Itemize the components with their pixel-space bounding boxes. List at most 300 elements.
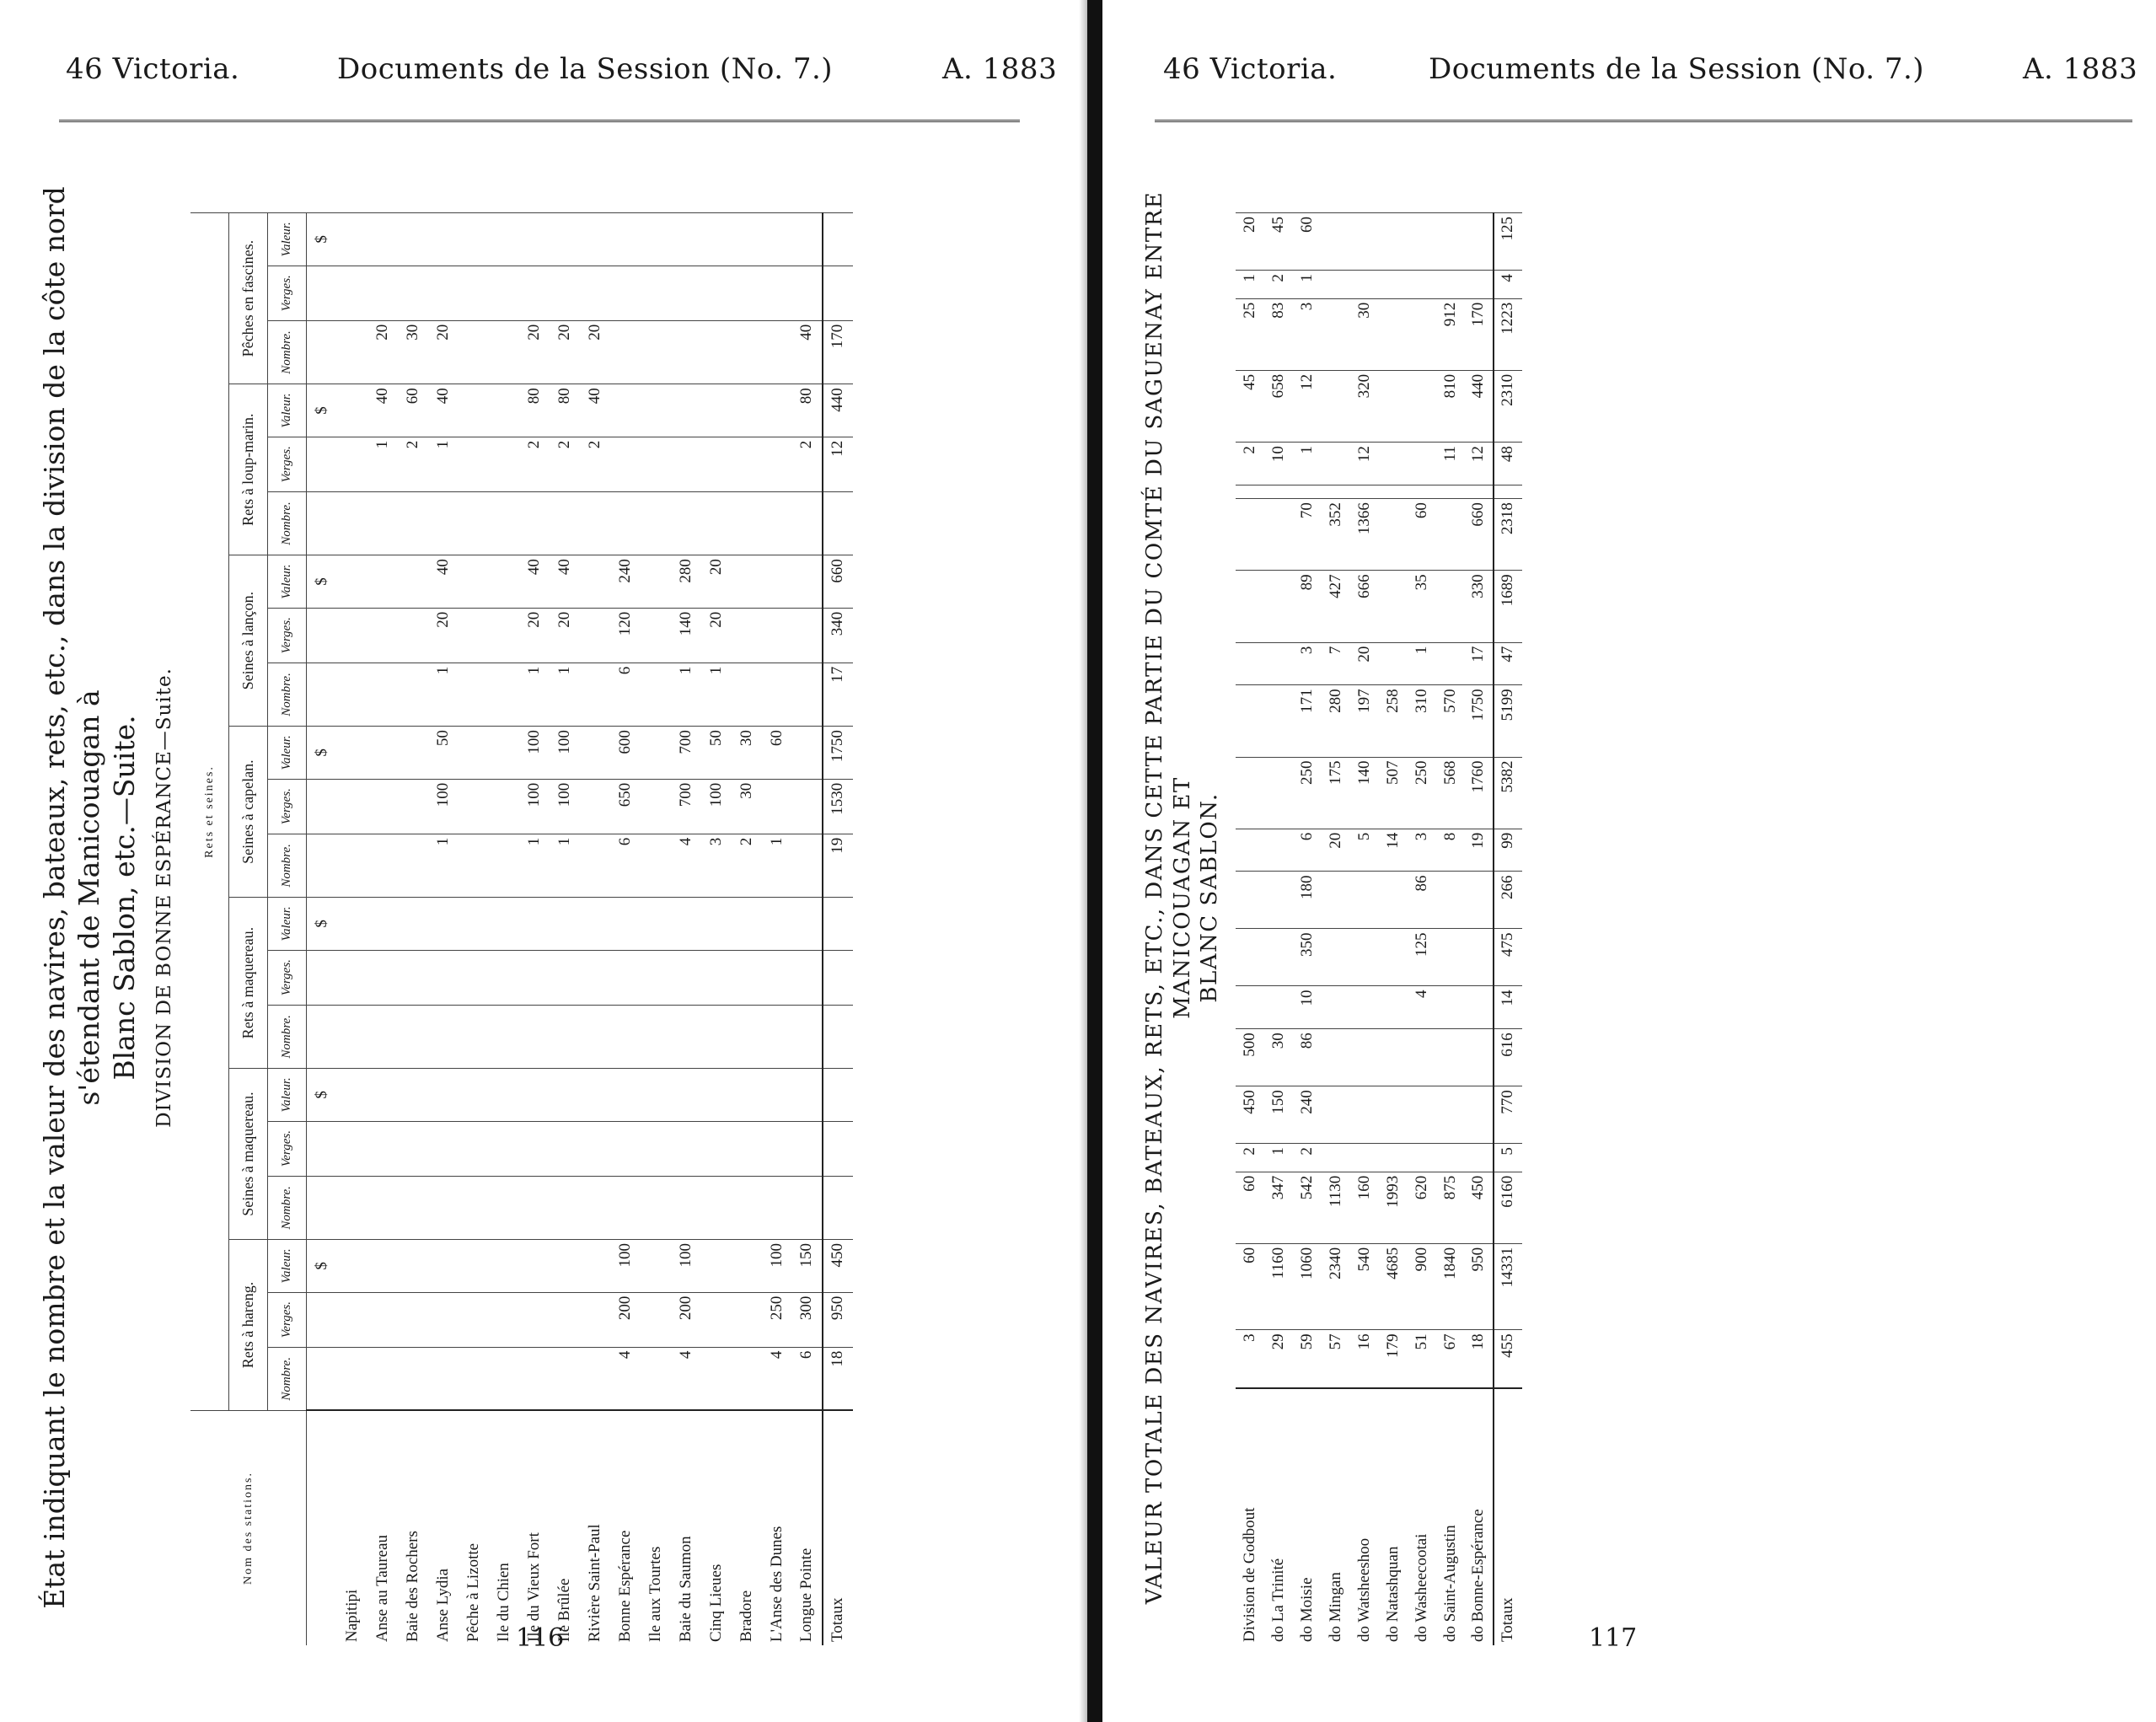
table-cell: 875 <box>1436 1172 1465 1243</box>
station-name: Pêche à Lizotte <box>459 1411 489 1646</box>
left-header-rule <box>59 120 1020 122</box>
table-cell <box>1264 829 1293 872</box>
table-cell <box>459 1121 489 1176</box>
right-header-rule <box>1155 120 2132 122</box>
totals-cell <box>823 1121 853 1176</box>
table-cell <box>1379 499 1408 571</box>
table-cell <box>580 898 610 951</box>
table-cell <box>367 1069 398 1122</box>
table-cell <box>610 950 641 1005</box>
table-cell <box>762 608 792 663</box>
table-cell: 40 <box>519 555 550 609</box>
table-cell <box>337 1347 367 1410</box>
table-cell <box>459 1292 489 1347</box>
table-cell <box>1465 986 1494 1029</box>
left-title-line2: Blanc Sablon, etc.—Suite. <box>107 715 141 1081</box>
table-cell: 45 <box>1264 213 1293 271</box>
table-cell <box>610 1176 641 1239</box>
table-cell: 540 <box>1350 1243 1379 1329</box>
table-row <box>1408 213 1436 1646</box>
table-cell <box>398 1240 428 1293</box>
table-row <box>762 213 792 1646</box>
table-cell: 40 <box>580 384 610 437</box>
left-header-year: A. 1883 <box>942 52 1058 86</box>
table-cell <box>550 1240 580 1293</box>
table-cell <box>792 1069 823 1122</box>
table-cell <box>1379 298 1408 370</box>
table-cell: 2 <box>732 834 762 897</box>
table-cell <box>641 213 671 266</box>
table-cell <box>1236 757 1264 829</box>
table-cell <box>519 1292 550 1347</box>
table-cell <box>337 834 367 897</box>
table-cell <box>701 1069 732 1122</box>
table-cell <box>701 320 732 384</box>
table-cell <box>1465 485 1494 498</box>
totals-cell: 770 <box>1494 1086 1522 1144</box>
table-cell <box>1322 1029 1350 1086</box>
currency-symbol: $ <box>307 384 337 437</box>
table-cell <box>610 320 641 384</box>
table-cell: 2 <box>398 437 428 491</box>
totals-cell: 14 <box>1494 986 1522 1029</box>
table-cell <box>732 213 762 266</box>
table-cell: 4 <box>610 1347 641 1410</box>
table-cell <box>550 266 580 320</box>
table-cell <box>398 779 428 834</box>
table-cell <box>762 1069 792 1122</box>
group-header: Pêches en fascines. <box>229 213 268 384</box>
currency-cell <box>307 437 337 491</box>
table-cell <box>367 608 398 663</box>
table-cell: 912 <box>1436 298 1465 370</box>
table-cell: 40 <box>428 384 459 437</box>
totals-cell: 266 <box>1494 872 1522 929</box>
table-cell: 600 <box>610 727 641 780</box>
table-cell <box>459 555 489 609</box>
table-cell <box>701 1292 732 1347</box>
table-cell <box>1350 929 1379 986</box>
table-cell <box>762 663 792 726</box>
table-cell <box>550 1121 580 1176</box>
table-cell: 86 <box>1293 1029 1322 1086</box>
table-cell <box>671 1176 701 1239</box>
table-cell <box>1264 757 1293 829</box>
station-name: Ile aux Tourtes <box>641 1411 671 1646</box>
table-cell <box>1436 929 1465 986</box>
table-cell: 60 <box>762 727 792 780</box>
table-row <box>367 213 398 1646</box>
table-cell <box>337 491 367 555</box>
table-cell: 125 <box>1408 929 1436 986</box>
table-cell <box>337 1005 367 1068</box>
table-cell: 300 <box>792 1292 823 1347</box>
table-cell <box>398 834 428 897</box>
table-cell <box>337 320 367 384</box>
table-cell: 1 <box>519 834 550 897</box>
table-cell <box>519 950 550 1005</box>
table-cell <box>1465 213 1494 271</box>
table-cell <box>398 491 428 555</box>
totals-label: Totaux <box>823 1411 853 1646</box>
table-cell: 179 <box>1379 1330 1408 1388</box>
totals-cell: 2318 <box>1494 499 1522 571</box>
table-cell <box>671 1069 701 1122</box>
table-cell: 1 <box>1264 1144 1293 1172</box>
right-table <box>1236 212 1522 1645</box>
table-cell <box>671 898 701 951</box>
table-cell <box>1436 271 1465 299</box>
table-cell: 1 <box>1293 271 1322 299</box>
table-cell: 200 <box>671 1292 701 1347</box>
table-cell: 6 <box>792 1347 823 1410</box>
table-cell: 11 <box>1436 443 1465 485</box>
table-cell <box>732 266 762 320</box>
table-cell <box>701 213 732 266</box>
right-header-year: A. 1883 <box>2023 52 2138 86</box>
table-cell <box>459 320 489 384</box>
table-cell: 100 <box>550 779 580 834</box>
totals-cell <box>823 1005 853 1068</box>
table-cell: 40 <box>792 320 823 384</box>
table-cell <box>1379 213 1408 271</box>
table-cell: 100 <box>519 727 550 780</box>
table-cell <box>398 608 428 663</box>
table-cell <box>367 491 398 555</box>
totals-cell: 5 <box>1494 1144 1522 1172</box>
table-cell <box>671 320 701 384</box>
totals-cell: 99 <box>1494 829 1522 872</box>
table-cell: 1 <box>367 437 398 491</box>
table-cell <box>1408 271 1436 299</box>
totals-cell: 17 <box>823 663 853 726</box>
table-cell: 25 <box>1236 298 1264 370</box>
table-cell <box>550 1347 580 1410</box>
table-cell <box>792 663 823 726</box>
table-cell: 3 <box>1236 1330 1264 1388</box>
table-cell <box>489 834 519 897</box>
station-name: do Moisie <box>1293 1388 1322 1645</box>
table-cell <box>367 1121 398 1176</box>
totals-cell <box>823 491 853 555</box>
table-cell <box>1379 271 1408 299</box>
table-cell <box>367 1292 398 1347</box>
table-cell <box>489 950 519 1005</box>
table-cell <box>762 779 792 834</box>
table-cell <box>580 834 610 897</box>
table-cell <box>1408 1029 1436 1086</box>
table-cell: 4 <box>1408 986 1436 1029</box>
table-cell <box>428 950 459 1005</box>
table-cell: 20 <box>428 320 459 384</box>
table-cell <box>762 950 792 1005</box>
table-cell <box>762 555 792 609</box>
totals-cell <box>823 898 853 951</box>
table-row <box>550 213 580 1646</box>
table-cell <box>701 437 732 491</box>
currency-symbol: $ <box>307 1069 337 1122</box>
table-cell: 100 <box>550 727 580 780</box>
table-cell: 20 <box>519 320 550 384</box>
table-cell: 620 <box>1408 1172 1436 1243</box>
table-cell <box>641 779 671 834</box>
group-header: Seines à lançon. <box>229 555 268 727</box>
table-cell <box>671 491 701 555</box>
station-name: do Bonne-Espérance <box>1465 1388 1494 1645</box>
table-cell: 350 <box>1293 929 1322 986</box>
table-cell <box>641 555 671 609</box>
totals-cell <box>823 1069 853 1122</box>
table-cell: 450 <box>1465 1172 1494 1243</box>
table-cell <box>1436 986 1465 1029</box>
column-subheader: Nombre. <box>268 834 307 897</box>
table-cell: 700 <box>671 727 701 780</box>
table-cell <box>1236 642 1264 685</box>
table-cell: 3 <box>701 834 732 897</box>
table-row <box>1236 213 1264 1646</box>
table-row <box>1264 213 1293 1646</box>
table-cell <box>792 213 823 266</box>
table-cell <box>337 266 367 320</box>
rets-et-seines-header: Rets et seines. <box>190 213 229 1411</box>
table-cell <box>792 491 823 555</box>
table-cell <box>1465 1029 1494 1086</box>
table-cell <box>792 1176 823 1239</box>
column-subheader: Verges. <box>268 266 307 320</box>
table-cell <box>762 1121 792 1176</box>
table-cell: 1366 <box>1350 499 1379 571</box>
table-cell <box>641 384 671 437</box>
table-cell: 347 <box>1264 1172 1293 1243</box>
table-cell <box>519 1176 550 1239</box>
table-cell <box>1264 571 1293 642</box>
table-cell <box>1379 929 1408 986</box>
table-cell <box>762 1176 792 1239</box>
station-name: do La Trinité <box>1264 1388 1293 1645</box>
table-cell <box>701 1176 732 1239</box>
table-cell <box>641 727 671 780</box>
right-page <box>1113 0 2156 1722</box>
table-cell <box>641 1292 671 1347</box>
table-cell <box>762 1005 792 1068</box>
table-cell <box>762 384 792 437</box>
table-cell <box>641 1176 671 1239</box>
table-cell: 10 <box>1264 443 1293 485</box>
table-cell <box>1379 872 1408 929</box>
table-cell: 8 <box>1436 829 1465 872</box>
totals-row <box>823 213 853 1646</box>
table-cell <box>337 950 367 1005</box>
table-cell: 100 <box>519 779 550 834</box>
totals-cell: 340 <box>823 608 853 663</box>
table-cell: 140 <box>1350 757 1379 829</box>
table-cell: 1 <box>428 437 459 491</box>
table-cell <box>519 898 550 951</box>
table-cell <box>610 213 641 266</box>
table-cell <box>732 1176 762 1239</box>
table-cell: 171 <box>1293 685 1322 757</box>
table-cell <box>1322 929 1350 986</box>
table-cell <box>792 898 823 951</box>
gutter-shadow <box>1079 0 1087 1722</box>
table-cell <box>1379 642 1408 685</box>
table-cell <box>1322 370 1350 442</box>
table-cell <box>671 1005 701 1068</box>
currency-symbol: $ <box>307 555 337 609</box>
table-cell: 1840 <box>1436 1243 1465 1329</box>
table-cell: 700 <box>671 779 701 834</box>
table-cell <box>1379 1086 1408 1144</box>
totals-cell <box>823 213 853 266</box>
table-cell <box>1350 213 1379 271</box>
totals-cell: 440 <box>823 384 853 437</box>
table-cell <box>459 1176 489 1239</box>
table-cell <box>489 555 519 609</box>
totals-cell: 450 <box>823 1240 853 1293</box>
table-cell <box>641 491 671 555</box>
table-cell: 170 <box>1465 298 1494 370</box>
column-subheader: Verges. <box>268 1292 307 1347</box>
table-cell <box>580 608 610 663</box>
group-header: Seines à maquereau. <box>229 1069 268 1240</box>
totals-cell: 18 <box>823 1347 853 1410</box>
station-name: L'Anse des Dunes <box>762 1411 792 1646</box>
table-row <box>398 213 428 1646</box>
table-row <box>1465 213 1494 1646</box>
table-cell: 14 <box>1379 829 1408 872</box>
table-cell: 100 <box>701 779 732 834</box>
column-subheader: Valeur. <box>268 555 307 609</box>
table-cell <box>489 779 519 834</box>
table-cell <box>550 1069 580 1122</box>
table-cell <box>337 779 367 834</box>
table-cell: 86 <box>1408 872 1436 929</box>
table-cell <box>1236 829 1264 872</box>
table-cell: 1 <box>671 663 701 726</box>
totals-cell: 455 <box>1494 1330 1522 1388</box>
table-row <box>1350 213 1379 1646</box>
right-header-session: 46 Victoria. <box>1163 52 1338 86</box>
table-cell <box>489 898 519 951</box>
table-cell: 60 <box>1236 1172 1264 1243</box>
table-row <box>701 213 732 1646</box>
table-cell <box>428 1347 459 1410</box>
table-cell <box>550 1292 580 1347</box>
table-cell <box>1322 298 1350 370</box>
table-cell <box>489 266 519 320</box>
table-cell <box>610 1121 641 1176</box>
table-cell <box>459 266 489 320</box>
table-cell <box>701 491 732 555</box>
currency-cell <box>307 608 337 663</box>
table-cell: 1 <box>1236 271 1264 299</box>
table-cell <box>1436 571 1465 642</box>
table-cell: 20 <box>580 320 610 384</box>
right-header-title: Documents de la Session (No. 7.) <box>1429 52 1925 86</box>
table-cell <box>762 266 792 320</box>
table-cell <box>519 1069 550 1122</box>
table-cell <box>489 1176 519 1239</box>
table-cell <box>550 950 580 1005</box>
currency-cell <box>307 1292 337 1347</box>
table-cell <box>1264 929 1293 986</box>
table-cell: 3 <box>1293 298 1322 370</box>
table-row <box>337 213 367 1646</box>
table-row <box>1379 213 1408 1646</box>
totals-cell: 1689 <box>1494 571 1522 642</box>
column-subheader: Verges. <box>268 950 307 1005</box>
table-cell <box>367 213 398 266</box>
table-cell <box>732 608 762 663</box>
station-name: Baie des Rochers <box>398 1411 428 1646</box>
left-rotated-content <box>34 143 952 1652</box>
totals-cell: 4 <box>1494 271 1522 299</box>
table-cell <box>459 608 489 663</box>
table-cell <box>732 491 762 555</box>
left-table <box>190 212 853 1645</box>
table-cell <box>459 663 489 726</box>
table-row <box>671 213 701 1646</box>
table-cell <box>367 898 398 951</box>
totals-cell: 475 <box>1494 929 1522 986</box>
table-cell <box>489 727 519 780</box>
table-cell <box>641 1347 671 1410</box>
table-cell <box>337 1069 367 1122</box>
column-subheader: Nombre. <box>268 1005 307 1068</box>
table-cell: 175 <box>1322 757 1350 829</box>
table-cell <box>367 834 398 897</box>
table-cell: 250 <box>1408 757 1436 829</box>
right-title-line1: VALEUR TOTALE DES NAVIRES, BATEAUX, RETS, ETC., DANS CETTE PARTIE DU COMTÉ DU SAGUENAY ENTRE MANICOUAGAN ET <box>1142 190 1195 1605</box>
table-cell: 900 <box>1408 1243 1436 1329</box>
table-cell <box>1436 499 1465 571</box>
table-cell: 1 <box>762 834 792 897</box>
totals-cell: 1530 <box>823 779 853 834</box>
currency-cell <box>307 779 337 834</box>
table-cell: 100 <box>428 779 459 834</box>
totals-row <box>1494 213 1522 1646</box>
table-cell <box>580 491 610 555</box>
table-row <box>519 213 550 1646</box>
currency-cell <box>307 320 337 384</box>
table-cell <box>489 1005 519 1068</box>
station-name: Bradore <box>732 1411 762 1646</box>
table-cell <box>519 1347 550 1410</box>
table-cell <box>337 437 367 491</box>
table-cell <box>428 1176 459 1239</box>
table-cell <box>1236 986 1264 1029</box>
table-cell <box>792 555 823 609</box>
column-subheader: Verges. <box>268 608 307 663</box>
table-cell: 568 <box>1436 757 1465 829</box>
currency-cell <box>307 1347 337 1410</box>
column-subheader: Valeur. <box>268 898 307 951</box>
table-cell <box>398 1176 428 1239</box>
table-cell: 60 <box>1293 213 1322 271</box>
table-cell <box>1322 1086 1350 1144</box>
left-title-line1: État indiquant le nombre et la valeur des navires, bateaux, rets, etc., dans la division de la côte nord s'étendant de Manicouagan à <box>38 186 106 1609</box>
table-cell <box>1436 642 1465 685</box>
table-cell: 30 <box>398 320 428 384</box>
table-cell: 4 <box>671 834 701 897</box>
table-cell <box>459 1005 489 1068</box>
column-subheader: Verges. <box>268 1121 307 1176</box>
table-cell <box>1436 213 1465 271</box>
table-cell: 12 <box>1350 443 1379 485</box>
table-cell <box>428 1069 459 1122</box>
left-page-number: 116 <box>516 1623 565 1653</box>
station-name: Napitipi <box>337 1411 367 1646</box>
